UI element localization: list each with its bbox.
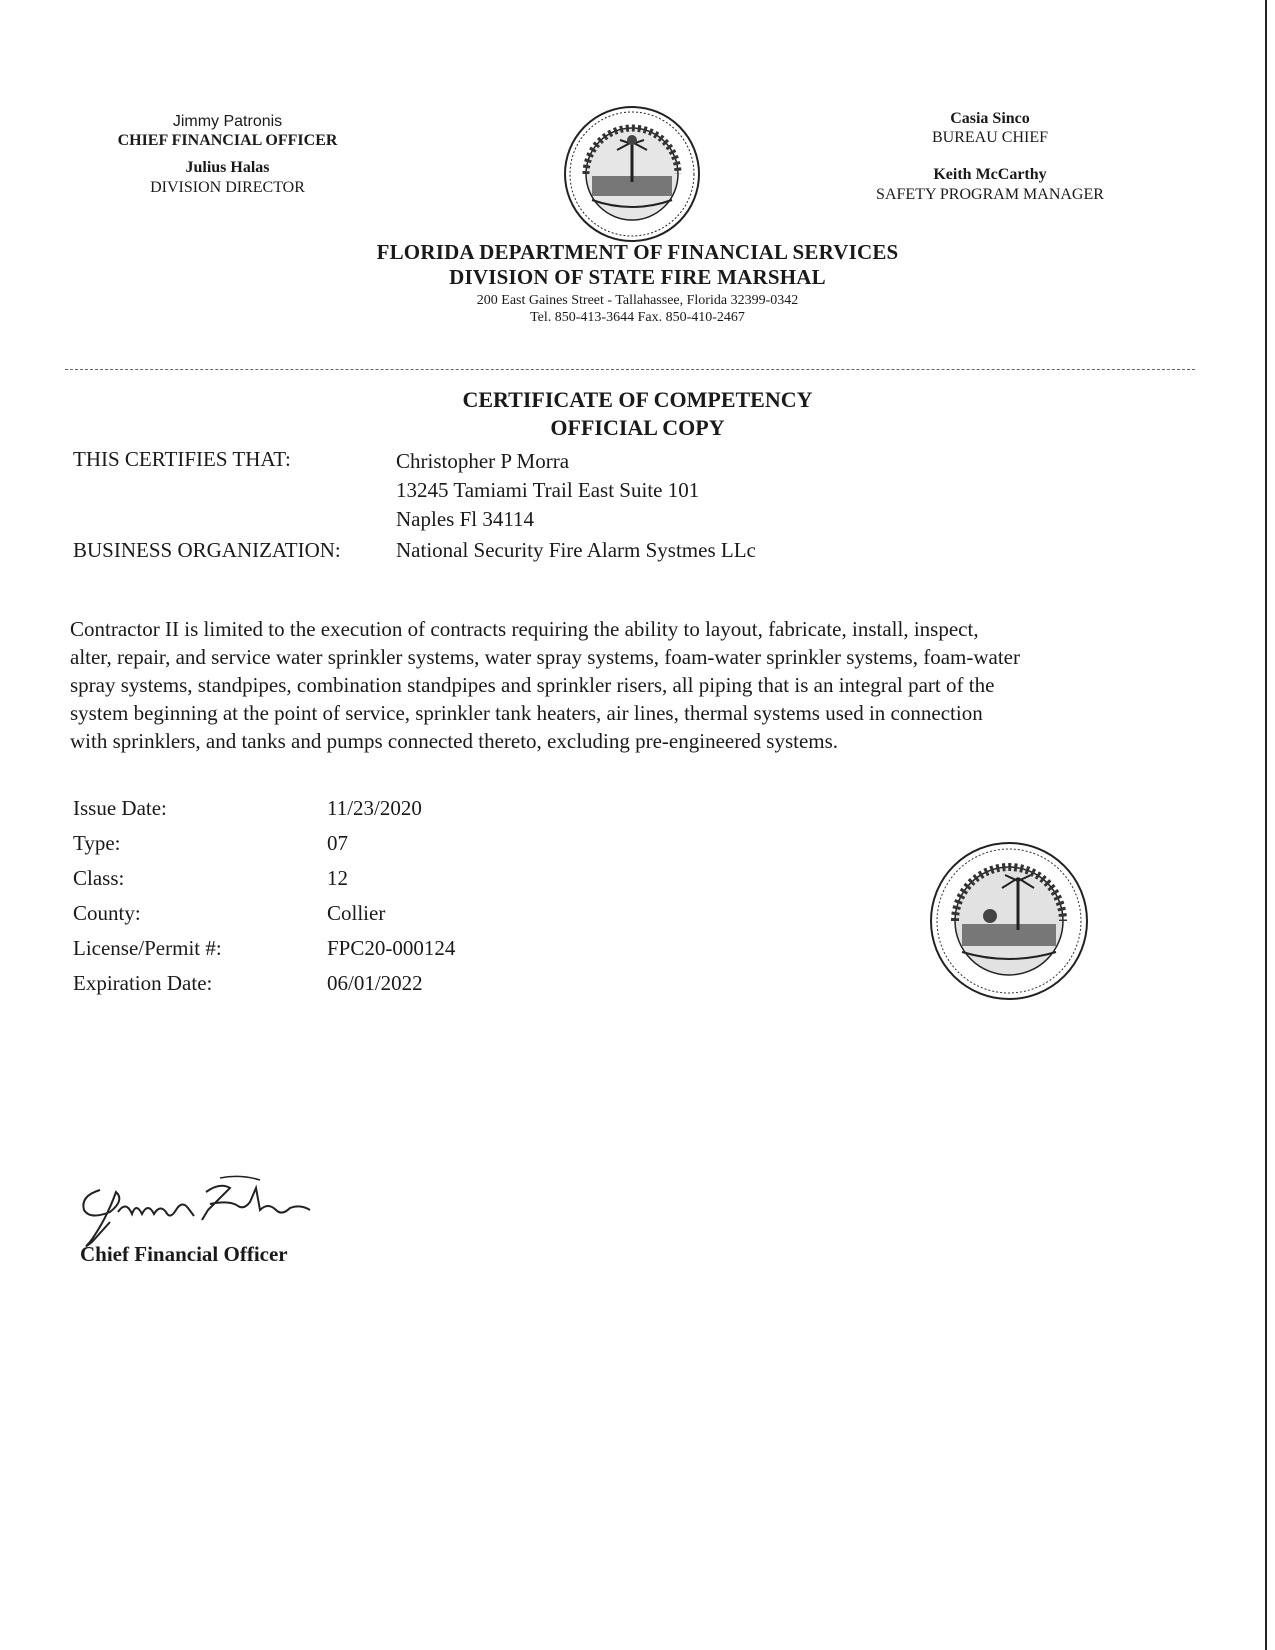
detail-value: 07: [327, 831, 348, 855]
director-name: Julius Halas: [185, 159, 270, 177]
department-phone: Tel. 850-413-3644 Fax. 850-410-2467: [530, 310, 745, 326]
business-value: National Security Fire Alarm Systmes LLc: [396, 538, 756, 562]
detail-label: Class:: [73, 866, 125, 890]
manager-title: SAFETY PROGRAM MANAGER: [876, 185, 1104, 203]
scope-line: Contractor II is limited to the execution of contracts requiring the ability to layout, fabricate, install, inspect,: [70, 617, 979, 641]
state-seal-bottom: [928, 840, 1090, 1002]
certificate-subtitle: OFFICIAL COPY: [550, 414, 725, 440]
detail-label: License/Permit #:: [73, 936, 222, 960]
certificate-title-block: [300, 386, 975, 441]
header-left: [95, 112, 360, 197]
signature-label: Chief Financial Officer: [80, 1242, 288, 1266]
details-table: [73, 796, 573, 1006]
detail-value: 12: [327, 866, 348, 890]
state-seal-top: [562, 104, 702, 244]
certificate-title: CERTIFICATE OF COMPETENCY: [462, 387, 813, 412]
scope-line: spray systems, standpipes, combination standpipes and sprinkler risers, all piping that is an integral part of the: [70, 673, 995, 697]
manager-name: Keith McCarthy: [933, 166, 1047, 184]
chief-title: BUREAU CHIEF: [931, 129, 1048, 147]
header-divider: [65, 369, 1195, 370]
certified-address-line1: 13245 Tamiami Trail East Suite 101: [396, 478, 700, 502]
chief-name: Casia Sinco: [950, 110, 1030, 127]
detail-row-issue-date: [73, 796, 573, 831]
page-edge-line: [1265, 0, 1267, 1650]
detail-row-expiration: [73, 971, 573, 1006]
division-name: DIVISION OF STATE FIRE MARSHAL: [449, 265, 826, 290]
certifies-label: THIS CERTIFIES THAT:: [73, 447, 291, 471]
detail-row-county: [73, 901, 573, 936]
business-label: BUSINESS ORGANIZATION:: [73, 538, 341, 562]
detail-label: Issue Date:: [73, 796, 167, 820]
department-block: [300, 240, 975, 327]
detail-row-type: [73, 831, 573, 866]
officer-name: Jimmy Patronis: [172, 113, 283, 130]
detail-row-license: [73, 936, 573, 971]
scope-line: with sprinklers, and tanks and pumps connected thereto, excluding pre-engineered systems.: [70, 729, 839, 753]
detail-label: County:: [73, 901, 141, 925]
detail-label: Type:: [73, 831, 121, 855]
signature-image: [70, 1170, 330, 1250]
certifies-block: [396, 447, 699, 534]
detail-value: 11/23/2020: [327, 796, 422, 820]
detail-value: 06/01/2022: [327, 971, 423, 995]
detail-row-class: [73, 866, 573, 901]
detail-label: Expiration Date:: [73, 971, 213, 995]
scope-line: alter, repair, and service water sprinkler systems, water spray systems, foam-water sprinkler systems, foam-water: [70, 645, 1020, 669]
director-title: DIVISION DIRECTOR: [150, 178, 305, 196]
header-right: [845, 109, 1135, 204]
scope-line: system beginning at the point of service, sprinkler tank heaters, air lines, thermal systems used in connection: [70, 701, 983, 725]
detail-value: Collier: [327, 901, 386, 925]
detail-value: FPC20-000124: [327, 936, 456, 960]
certified-address-line2: Naples Fl 34114: [396, 507, 535, 531]
certified-name: Christopher P Morra: [396, 449, 570, 473]
department-name: FLORIDA DEPARTMENT OF FINANCIAL SERVICES: [376, 240, 899, 264]
department-address: 200 East Gaines Street - Tallahassee, Florida 32399-0342: [476, 293, 799, 309]
scope-paragraph: [70, 615, 1200, 755]
officer-title: CHIEF FINANCIAL OFFICER: [117, 132, 338, 150]
